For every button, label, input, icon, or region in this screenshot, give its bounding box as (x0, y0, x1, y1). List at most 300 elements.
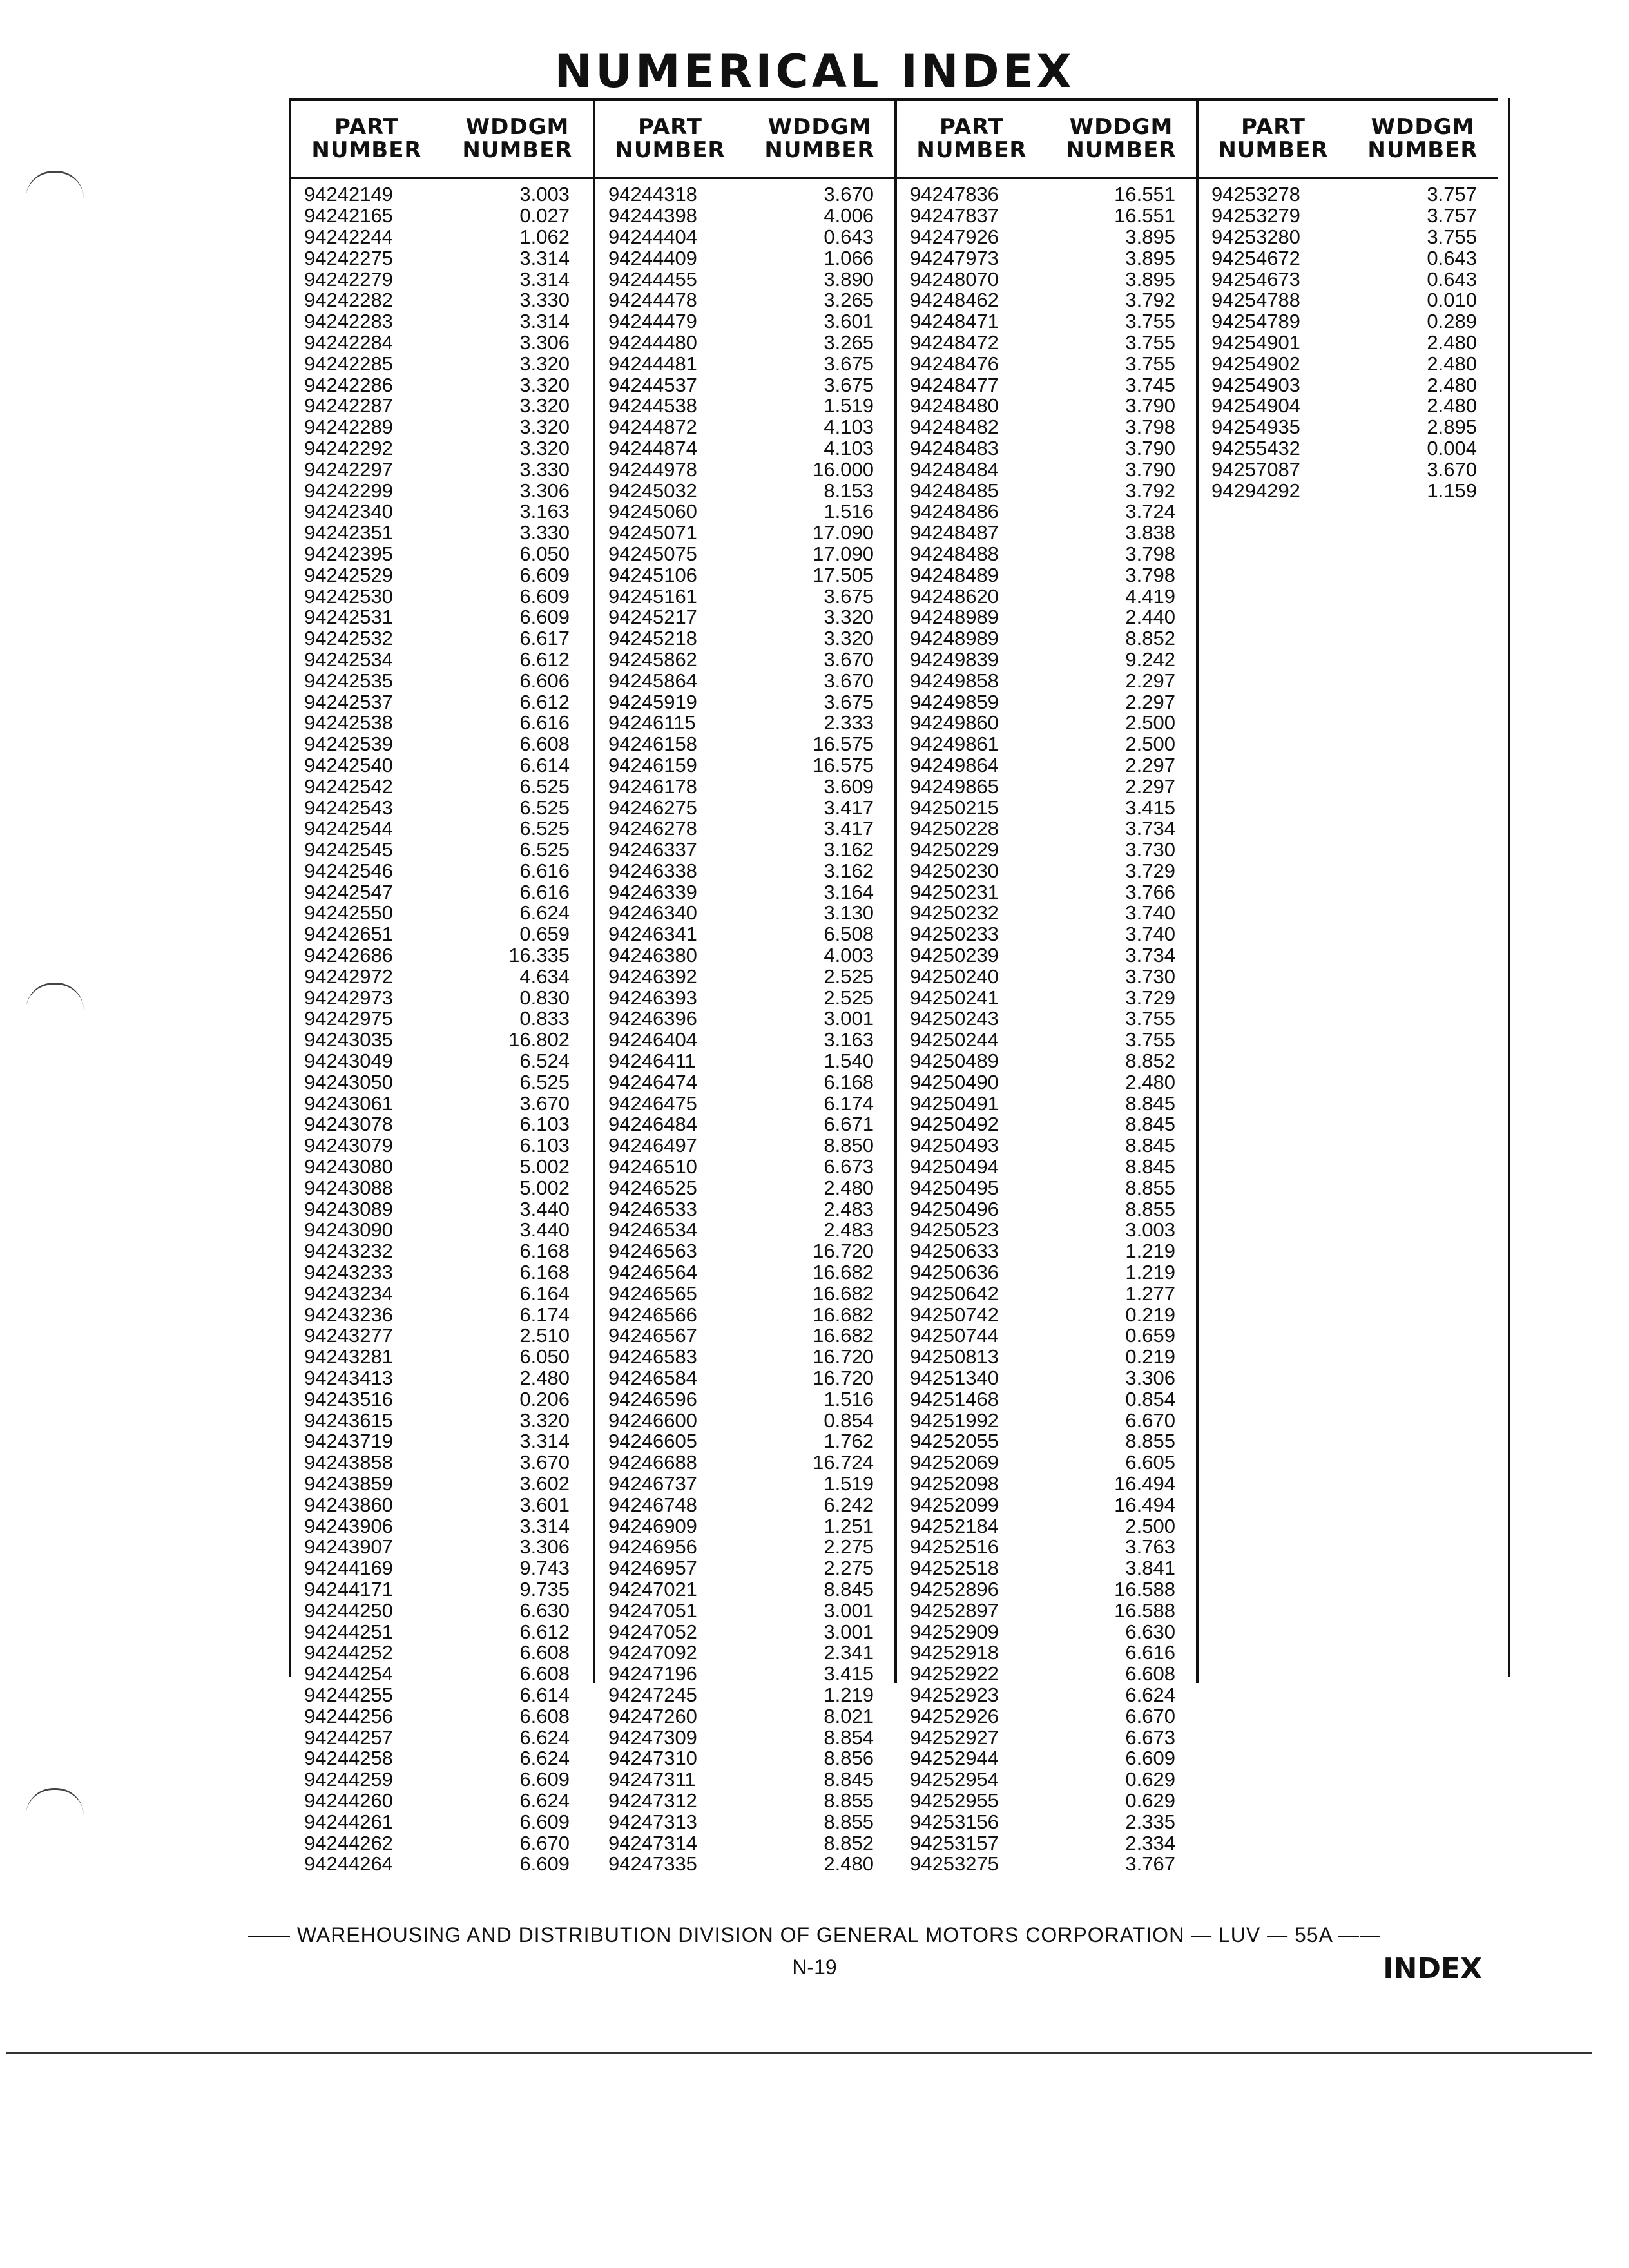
part-number-cell: 94250243 (910, 1007, 999, 1030)
part-number-cell: 94248477 (910, 373, 999, 396)
wddgm-number-cell: 3.330 (519, 289, 570, 312)
part-number-cell: 94243089 (304, 1197, 393, 1220)
wddgm-number-cell: 3.763 (1125, 1535, 1175, 1559)
table-row (291, 776, 593, 797)
wddgm-number-cell: 6.612 (519, 648, 570, 671)
part-number-cell: 94245862 (608, 648, 697, 671)
table-row (897, 544, 1196, 565)
wddgm-number-cell: 6.608 (519, 1641, 570, 1664)
part-number-cell: 94242545 (304, 838, 393, 861)
part-number-cell: 94252516 (910, 1535, 999, 1559)
numerical-index-table (289, 98, 1510, 1876)
wddgm-number-cell: 6.616 (519, 859, 570, 882)
table-row (595, 691, 894, 713)
wddgm-number-cell: 8.855 (824, 1810, 874, 1833)
wddgm-number-cell: 3.320 (519, 416, 570, 439)
wddgm-number-cell: 0.629 (1125, 1768, 1175, 1791)
table-row (897, 1791, 1196, 1812)
table-row (595, 1558, 894, 1579)
wddgm-number-cell: 4.419 (1125, 584, 1175, 608)
wddgm-number-cell: 3.730 (1125, 965, 1175, 988)
part-number-cell: 94245060 (608, 500, 697, 523)
table-row (897, 1854, 1196, 1875)
wddgm-number-cell: 2.480 (1427, 394, 1477, 418)
table-row (595, 396, 894, 417)
wddgm-number-cell: 3.729 (1125, 859, 1175, 882)
wddgm-number-cell: 1.516 (824, 500, 874, 523)
wddgm-number-cell: 3.306 (519, 331, 570, 354)
table-row (595, 1241, 894, 1262)
part-number-cell: 94249839 (910, 648, 999, 671)
table-row (291, 1347, 593, 1368)
table-row (291, 290, 593, 311)
wddgm-number-cell: 6.630 (519, 1599, 570, 1622)
wddgm-number-cell: 3.798 (1125, 563, 1175, 586)
table-row (595, 987, 894, 1008)
table-row (595, 1515, 894, 1537)
wddgm-number-cell: 3.003 (519, 183, 570, 206)
part-number-cell: 94242546 (304, 859, 393, 882)
table-row (595, 1748, 894, 1769)
part-number-cell: 94243413 (304, 1367, 393, 1390)
table-row (595, 945, 894, 966)
table-row (897, 1642, 1196, 1664)
table-row (291, 1854, 593, 1875)
table-row (897, 227, 1196, 248)
table-row (595, 544, 894, 565)
table-row (595, 1854, 894, 1875)
part-number-cell: 94248489 (910, 563, 999, 586)
wddgm-number-cell: 3.320 (824, 606, 874, 629)
part-number-cell: 94243615 (304, 1408, 393, 1432)
table-row (595, 628, 894, 649)
table-row (291, 438, 593, 459)
wddgm-number-cell: 3.162 (824, 859, 874, 882)
wddgm-number-cell: 3.330 (519, 457, 570, 481)
wddgm-number-cell: 3.001 (824, 1007, 874, 1030)
column-header (291, 98, 593, 179)
part-number-cell: 94244480 (608, 331, 697, 354)
part-number-cell: 94248483 (910, 436, 999, 459)
wddgm-number-cell: 2.500 (1125, 733, 1175, 756)
wddgm-number-cell: 3.320 (519, 1408, 570, 1432)
part-number-cell: 94254904 (1211, 394, 1300, 418)
part-number-cell: 94246534 (608, 1218, 697, 1242)
wddgm-number-cell: 3.740 (1125, 923, 1175, 946)
part-number-cell: 94252926 (910, 1704, 999, 1727)
part-number-cell: 94244455 (608, 267, 697, 291)
wddgm-number-cell: 3.320 (519, 436, 570, 459)
table-row (897, 670, 1196, 691)
wddgm-number-cell: 3.790 (1125, 394, 1175, 418)
table-row (291, 1008, 593, 1030)
wddgm-number-cell: 3.130 (824, 901, 874, 925)
table-row (595, 586, 894, 607)
table-row (897, 523, 1196, 544)
table-row (1199, 247, 1498, 269)
part-number-cell: 94242285 (304, 352, 393, 375)
wddgm-number-cell: 6.050 (519, 542, 570, 565)
part-number-cell: 94246392 (608, 965, 697, 988)
wddgm-number-cell: 3.734 (1125, 944, 1175, 967)
wddgm-number-cell: 3.314 (519, 246, 570, 269)
table-row (1199, 417, 1498, 438)
wddgm-number-cell: 6.630 (1125, 1620, 1175, 1643)
table-row (291, 1072, 593, 1093)
wddgm-number-cell: 16.575 (813, 753, 874, 776)
wddgm-number-cell: 6.612 (519, 690, 570, 713)
table-row (897, 1262, 1196, 1283)
table-row (595, 797, 894, 818)
part-number-cell: 94242283 (304, 310, 393, 333)
part-number-cell: 94242292 (304, 436, 393, 459)
part-number-cell: 94245217 (608, 606, 697, 629)
wddgm-number-cell: 6.670 (1125, 1408, 1175, 1432)
part-number-cell: 94250215 (910, 796, 999, 819)
part-number-cell: 94252055 (910, 1430, 999, 1453)
part-number-cell: 94242165 (304, 204, 393, 227)
table-row (291, 734, 593, 755)
part-number-cell: 94242530 (304, 584, 393, 608)
wddgm-number-cell: 2.525 (824, 986, 874, 1009)
table-row (291, 691, 593, 713)
table-row (291, 607, 593, 628)
table-row (1199, 290, 1498, 311)
part-number-cell: 94250491 (910, 1091, 999, 1115)
table-row (291, 480, 593, 501)
part-number-cell: 94247051 (608, 1599, 697, 1622)
part-number-cell: 94243050 (304, 1070, 393, 1093)
part-number-cell: 94247836 (910, 183, 999, 206)
table-row (291, 1135, 593, 1157)
table-row (897, 1832, 1196, 1854)
part-number-cell: 94248989 (910, 627, 999, 650)
part-number-cell: 94242340 (304, 500, 393, 523)
table-row (595, 1262, 894, 1283)
part-number-cell: 94243281 (304, 1345, 393, 1369)
part-number-cell: 94252897 (910, 1599, 999, 1622)
part-number-cell: 94252955 (910, 1789, 999, 1812)
part-number-cell: 94252954 (910, 1768, 999, 1791)
part-number-cell: 94248488 (910, 542, 999, 565)
wddgm-number-cell: 16.682 (813, 1261, 874, 1284)
wddgm-number-cell: 8.855 (1125, 1176, 1175, 1199)
part-number-cell: 94243234 (304, 1282, 393, 1305)
wddgm-number-cell: 0.659 (1125, 1324, 1175, 1347)
table-row (291, 1177, 593, 1198)
wddgm-number-cell: 2.297 (1125, 753, 1175, 776)
table-column (593, 98, 894, 1876)
wddgm-number-cell: 16.575 (813, 733, 874, 756)
wddgm-number-cell: 8.153 (824, 479, 874, 502)
wddgm-number-cell: 6.606 (519, 669, 570, 692)
table-row (291, 1368, 593, 1389)
part-number-cell: 94243236 (304, 1303, 393, 1326)
wddgm-number-cell: 3.320 (519, 373, 570, 396)
table-row (1199, 374, 1498, 396)
part-number-cell: 94244254 (304, 1662, 393, 1686)
table-row (291, 1664, 593, 1685)
wddgm-number-cell: 8.852 (1125, 627, 1175, 650)
part-number-cell: 94242547 (304, 880, 393, 903)
wddgm-number-cell: 3.306 (519, 479, 570, 502)
table-row (291, 247, 593, 269)
wddgm-number-cell: 1.219 (1125, 1261, 1175, 1284)
part-number-cell: 94252098 (910, 1472, 999, 1495)
part-number-cell: 94242531 (304, 606, 393, 629)
wddgm-number-cell: 6.624 (519, 901, 570, 925)
wddgm-number-cell: 2.275 (824, 1557, 874, 1580)
table-row (595, 353, 894, 374)
part-number-cell: 94246605 (608, 1430, 697, 1453)
wddgm-number-cell: 2.480 (1125, 1070, 1175, 1093)
wddgm-number-cell: 3.755 (1125, 331, 1175, 354)
wddgm-number-cell: 6.673 (1125, 1725, 1175, 1749)
part-number-cell: 94245106 (608, 563, 697, 586)
wddgm-number-cell: 3.306 (1125, 1367, 1175, 1390)
table-row (595, 1642, 894, 1664)
wddgm-number-cell: 0.854 (824, 1408, 874, 1432)
wddgm-number-cell: 16.682 (813, 1282, 874, 1305)
table-row (595, 1431, 894, 1452)
table-row (897, 734, 1196, 755)
wddgm-number-cell: 3.755 (1125, 1007, 1175, 1030)
table-row (291, 332, 593, 354)
wddgm-number-cell: 8.021 (824, 1704, 874, 1727)
part-number-cell: 94246339 (608, 880, 697, 903)
wddgm-number-header: WDDGM NUMBER (462, 114, 573, 163)
wddgm-number-cell: 3.895 (1125, 225, 1175, 248)
part-number-cell: 94243049 (304, 1050, 393, 1073)
part-number-cell: 94247314 (608, 1831, 697, 1854)
part-number-cell: 94244169 (304, 1557, 393, 1580)
wddgm-number-cell: 3.730 (1125, 838, 1175, 861)
part-number-cell: 94246510 (608, 1155, 697, 1178)
part-number-cell: 94243906 (304, 1514, 393, 1537)
wddgm-number-cell: 3.670 (519, 1451, 570, 1474)
part-number-cell: 94248485 (910, 479, 999, 502)
part-number-cell: 94245218 (608, 627, 697, 650)
part-number-cell: 94246957 (608, 1557, 697, 1580)
table-row (897, 1325, 1196, 1347)
table-row (897, 501, 1196, 523)
table-row (897, 1030, 1196, 1051)
table-row (897, 987, 1196, 1008)
table-row (291, 1389, 593, 1410)
wddgm-number-cell: 2.275 (824, 1535, 874, 1559)
table-row (291, 924, 593, 945)
part-number-cell: 94250744 (910, 1324, 999, 1347)
table-row (897, 1474, 1196, 1495)
wddgm-number-cell: 2.297 (1125, 690, 1175, 713)
wddgm-number-cell: 6.525 (519, 817, 570, 840)
part-number-cell: 94247313 (608, 1810, 697, 1833)
part-number-cell: 94242651 (304, 923, 393, 946)
part-number-cell: 94249864 (910, 753, 999, 776)
wddgm-number-header: WDDGM NUMBER (764, 114, 875, 163)
wddgm-number-cell: 1.519 (824, 394, 874, 418)
part-number-cell: 94254903 (1211, 373, 1300, 396)
part-number-cell: 94250239 (910, 944, 999, 967)
part-number-cell: 94243516 (304, 1387, 393, 1410)
table-row (291, 544, 593, 565)
part-number-cell: 94250230 (910, 859, 999, 882)
table-row (897, 1600, 1196, 1621)
wddgm-number-cell: 0.643 (1427, 267, 1477, 291)
part-number-cell: 94246338 (608, 859, 697, 882)
table-row (1199, 480, 1498, 501)
part-number-cell: 94248487 (910, 521, 999, 544)
part-number-cell: 94254673 (1211, 267, 1300, 291)
table-row (897, 417, 1196, 438)
table-row (897, 1093, 1196, 1114)
part-number-cell: 94251468 (910, 1387, 999, 1410)
part-number-cell: 94244479 (608, 310, 697, 333)
part-number-cell: 94252069 (910, 1451, 999, 1474)
wddgm-number-cell: 3.417 (824, 817, 874, 840)
wddgm-number-cell: 3.670 (824, 669, 874, 692)
part-number-cell: 94257087 (1211, 457, 1300, 481)
part-number-cell: 94244260 (304, 1789, 393, 1812)
wddgm-number-cell: 3.675 (824, 584, 874, 608)
wddgm-number-cell: 6.103 (519, 1134, 570, 1157)
table-row (1199, 227, 1498, 248)
table-row (291, 1220, 593, 1241)
part-number-cell: 94252918 (910, 1641, 999, 1664)
table-row (595, 438, 894, 459)
part-number-cell: 94249859 (910, 690, 999, 713)
part-number-cell: 94246563 (608, 1240, 697, 1263)
wddgm-number-cell: 16.000 (813, 457, 874, 481)
part-number-cell: 94251992 (910, 1408, 999, 1432)
table-row (897, 269, 1196, 290)
table-row (291, 1410, 593, 1431)
wddgm-number-cell: 3.320 (519, 394, 570, 418)
part-number-cell: 94246275 (608, 796, 697, 819)
part-number-cell: 94251340 (910, 1367, 999, 1390)
part-number-cell: 94242284 (304, 331, 393, 354)
part-number-cell: 94250493 (910, 1134, 999, 1157)
part-number-cell: 94248484 (910, 457, 999, 481)
wddgm-number-cell: 3.265 (824, 331, 874, 354)
table-row (897, 459, 1196, 480)
wddgm-number-cell: 2.297 (1125, 774, 1175, 798)
wddgm-number-cell: 2.895 (1427, 416, 1477, 439)
table-row (291, 1685, 593, 1706)
wddgm-number-cell: 6.174 (519, 1303, 570, 1326)
part-number-cell: 94242149 (304, 183, 393, 206)
part-number-cell: 94244171 (304, 1577, 393, 1600)
wddgm-number-cell: 1.066 (824, 246, 874, 269)
wddgm-number-cell: 6.605 (1125, 1451, 1175, 1474)
wddgm-number-cell: 6.164 (519, 1282, 570, 1305)
table-row (897, 1241, 1196, 1262)
table-row (897, 1008, 1196, 1030)
part-number-cell: 94250492 (910, 1113, 999, 1136)
table-row (291, 670, 593, 691)
table-row (897, 332, 1196, 354)
wddgm-number-cell: 8.856 (824, 1747, 874, 1770)
part-number-cell: 94247926 (910, 225, 999, 248)
wddgm-number-cell: 6.525 (519, 774, 570, 798)
part-number-cell: 94246566 (608, 1303, 697, 1326)
wddgm-number-cell: 3.841 (1125, 1557, 1175, 1580)
wddgm-number-cell: 3.895 (1125, 246, 1175, 269)
table-row (897, 691, 1196, 713)
table-row (595, 1368, 894, 1389)
table-row (595, 649, 894, 671)
wddgm-number-cell: 1.251 (824, 1514, 874, 1537)
part-number-cell: 94246584 (608, 1367, 697, 1390)
wddgm-number-cell: 3.755 (1125, 352, 1175, 375)
wddgm-number-cell: 8.845 (1125, 1134, 1175, 1157)
table-row (291, 713, 593, 734)
wddgm-number-cell: 8.845 (1125, 1113, 1175, 1136)
wddgm-number-cell: 3.330 (519, 521, 570, 544)
part-number-cell: 94252922 (910, 1662, 999, 1686)
part-number-cell: 94244537 (608, 373, 697, 396)
footer-text: —— WAREHOUSING AND DISTRIBUTION DIVISION OF GENERAL MOTORS CORPORATION — LUV — 55A —— (247, 1923, 1382, 1946)
table-row (897, 586, 1196, 607)
part-number-cell: 94253280 (1211, 225, 1300, 248)
table-row (595, 184, 894, 206)
wddgm-number-cell: 3.417 (824, 796, 874, 819)
wddgm-number-cell: 2.334 (1125, 1831, 1175, 1854)
part-number-cell: 94243080 (304, 1155, 393, 1178)
part-number-cell: 94246737 (608, 1472, 697, 1495)
part-number-cell: 94244264 (304, 1852, 393, 1876)
part-number-cell: 94247021 (608, 1577, 697, 1600)
part-number-cell: 94250490 (910, 1070, 999, 1093)
table-row (897, 1410, 1196, 1431)
table-row (595, 290, 894, 311)
wddgm-number-cell: 6.614 (519, 753, 570, 776)
wddgm-number-cell: 16.682 (813, 1324, 874, 1347)
table-row (291, 840, 593, 861)
part-number-cell: 94242534 (304, 648, 393, 671)
table-row (291, 396, 593, 417)
table-row (595, 1664, 894, 1685)
wddgm-number-cell: 6.609 (1125, 1747, 1175, 1770)
table-row (897, 1579, 1196, 1600)
wddgm-number-cell: 3.790 (1125, 436, 1175, 459)
part-number-cell: 94245032 (608, 479, 697, 502)
table-row (897, 1727, 1196, 1748)
part-number-cell: 94244262 (304, 1831, 393, 1854)
table-row (291, 1093, 593, 1114)
wddgm-number-cell: 6.508 (824, 923, 874, 946)
part-number-cell: 94250742 (910, 1303, 999, 1326)
wddgm-number-cell: 3.734 (1125, 817, 1175, 840)
part-number-cell: 94250240 (910, 965, 999, 988)
part-number-cell: 94248070 (910, 267, 999, 291)
wddgm-number-cell: 2.480 (824, 1852, 874, 1876)
table-row (291, 501, 593, 523)
wddgm-number-cell: 6.242 (824, 1493, 874, 1516)
wddgm-number-cell: 3.757 (1427, 204, 1477, 227)
part-number-cell: 94244250 (304, 1599, 393, 1622)
wddgm-number-cell: 3.440 (519, 1218, 570, 1242)
table-row (897, 1347, 1196, 1368)
table-row (291, 797, 593, 818)
table-row (897, 881, 1196, 903)
part-number-cell: 94250232 (910, 901, 999, 925)
wddgm-number-cell: 2.480 (519, 1367, 570, 1390)
table-row (595, 861, 894, 882)
table-row (897, 1072, 1196, 1093)
wddgm-number-cell: 6.616 (519, 711, 570, 735)
wddgm-number-cell: 0.289 (1427, 310, 1477, 333)
